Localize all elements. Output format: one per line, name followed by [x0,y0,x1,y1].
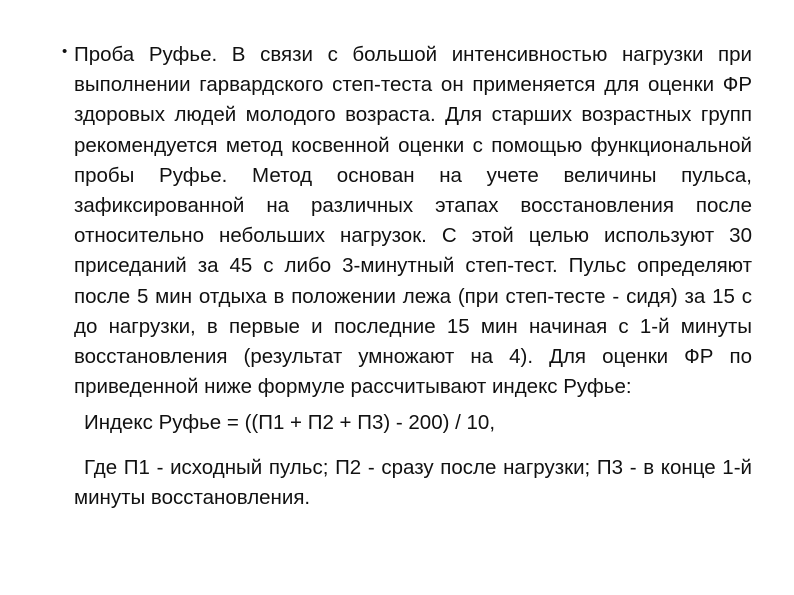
slide-content [62,40,752,513]
bulleted-paragraph [62,40,752,402]
rufier-index-formula: Индекс Руфье = ((П1 + П2 + П3) - 200) / 10, [84,411,496,435]
bullet-icon: • [62,43,68,60]
main-paragraph: Проба Руфье. В связи с большой интенсивностью нагрузки при выполнении гарвардского степ-теста он применяется для оценки ФР здоровых людей молодого возраста. Для старших возрастных групп рекомендуется метод косвенной оценки с помощью функциональной пробы Руфье. Метод основан на учете величины пульса, зафиксированной на различных этапах восстановления после относительно небольших нагрузок. С этой целью используют 30 приседаний за 45 с либо 3-минутный степ-тест. Пульс определяют после 5 мин отдыха в положении лежа (при степ-тесте - сидя) за 15 с до нагрузки, в первые и последние 15 мин начиная с 1-й минуты восстановления (результат умножают на 4). Для оценки ФР по приведенной ниже формуле рассчитывают индекс Руфье: [74,43,752,399]
formula-legend: Где П1 - исходный пульс; П2 - сразу после нагрузки; П3 - в конце 1-й минуты восстановления. [74,455,752,509]
